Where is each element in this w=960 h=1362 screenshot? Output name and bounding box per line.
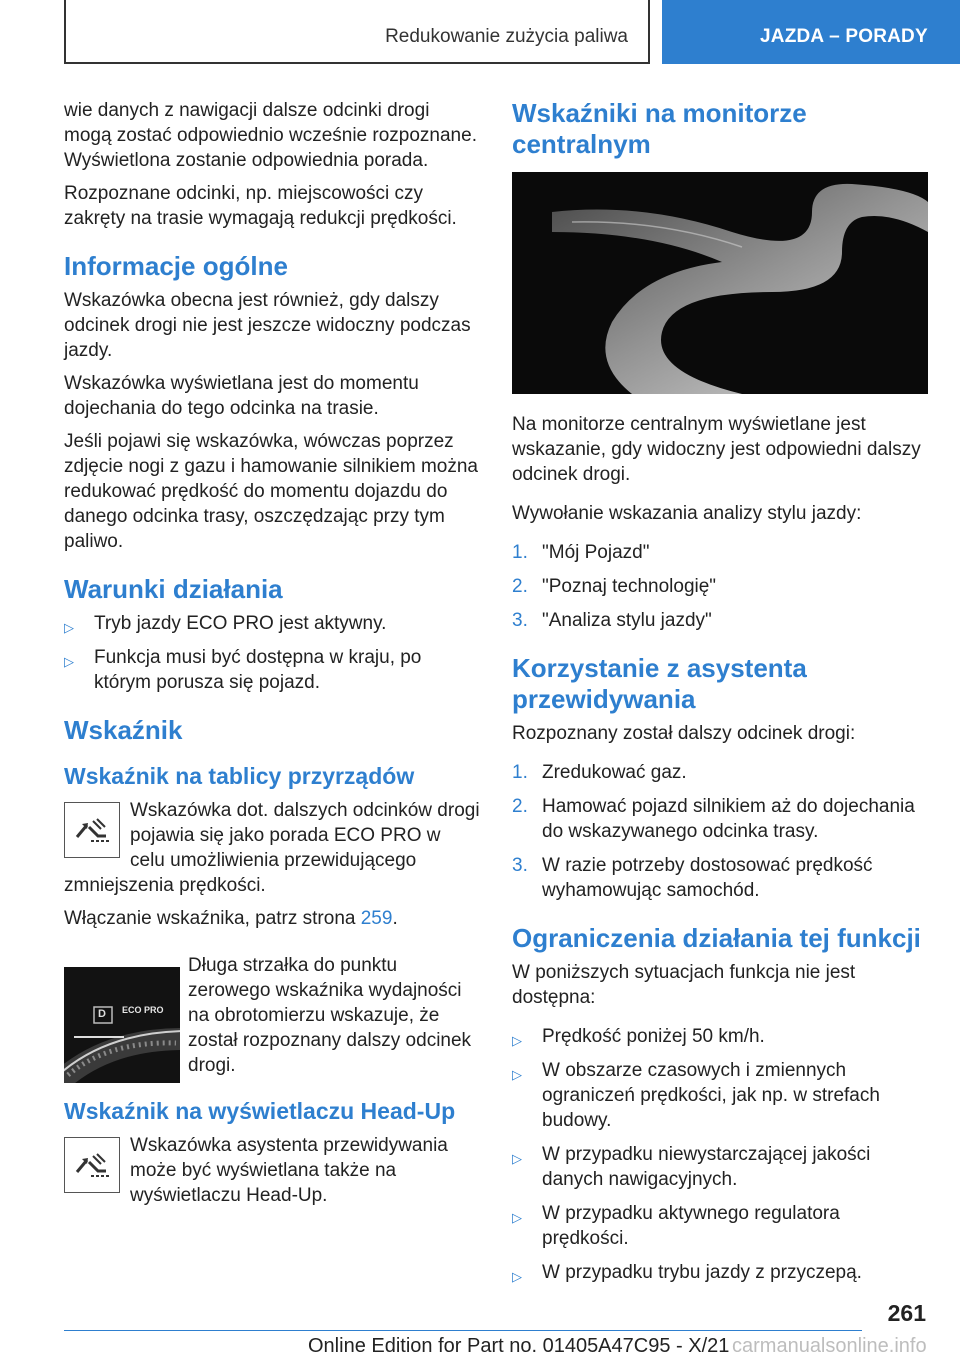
conditions-list <box>64 611 480 695</box>
eco-gear-label: D <box>98 1008 106 1020</box>
eco-pro-label: ECO PRO <box>122 1005 164 1015</box>
hud-hint-text: Wskazówka asystenta przewidywania może być wyświetlana także na wyświetlaczu Head-Up. <box>130 1135 448 1206</box>
triangle-bullet-icon: ▷ <box>512 1151 522 1166</box>
instrument-hint-block <box>64 798 480 898</box>
list-item: 3. W razie potrzeby dostosować prędkość wyhamowując samochód. <box>512 855 873 901</box>
road-curve-warning-icon <box>64 802 120 858</box>
list-item: ▷ W przypadku aktywnego regulatora prędkości. <box>512 1203 840 1249</box>
list-item: ▷ Funkcja musi być dostępna w kraju, po którym porusza się pojazd. <box>64 647 422 693</box>
triangle-bullet-icon: ▷ <box>512 1269 522 1284</box>
central-monitor-road-image <box>512 172 928 394</box>
use-steps-list <box>512 760 928 903</box>
heading-limitations: Ograniczenia działania tej funkcji <box>512 923 921 953</box>
eco-arrow-text: Długa strzałka do punktu zerowego wskaźnika wydajności na obrotomierzu wskazuje, że został rozpoznany dalszy odcinek drogi. <box>188 955 472 1076</box>
eco-pro-tachometer-image <box>64 967 180 1083</box>
page-number: 261 <box>887 1300 926 1326</box>
heading-general-info: Informacje ogólne <box>64 251 288 281</box>
monitor-paragraph-1: Na monitorze centralnym wyświetlane jest wskazanie, gdy widoczny jest odpowiedni dalszy odcinek drogi. <box>512 414 921 485</box>
left-column <box>64 98 480 1216</box>
heading-central-monitor: Wskaźniki na monitorze centralnym <box>512 98 807 159</box>
list-item: ▷ Prędkość poniżej 50 km/h. <box>512 1024 928 1049</box>
footer-divider <box>64 1330 862 1331</box>
triangle-bullet-icon: ▷ <box>512 1210 522 1225</box>
monitor-steps-list <box>512 540 928 633</box>
header-section-title: Redukowanie zużycia paliwa <box>385 26 628 47</box>
heading-head-up-display: Wskaźnik na wyświetlaczu Head-Up <box>64 1098 456 1124</box>
list-item: ▷ W przypadku trybu jazdy z przyczepą. <box>512 1260 928 1285</box>
monitor-paragraph-2: Wywołanie wskazania analizy stylu jazdy: <box>512 503 862 524</box>
eco-pro-block <box>64 953 480 1081</box>
list-item: 2. "Poznaj technologię" <box>512 576 717 597</box>
general-paragraph-3: Jeśli pojawi się wskazówka, wówczas poprzez zdjęcie nogi z gazu i hamowanie silnikiem można redukować prędkość do momentu dojazdu do danego odcinka trasy, oszczędzając przy tym paliwo. <box>64 431 478 552</box>
list-item: 3. "Analiza stylu jazdy" <box>512 610 712 631</box>
instrument-hint-text: Wskazówka dot. dalszych odcinków drogi pojawia się jako porada ECO PRO w celu umożliwienia przewidującego zmniejszenia prędkości. <box>64 800 480 896</box>
list-item: ▷ Tryb jazdy ECO PRO jest aktywny. <box>64 611 480 636</box>
list-item: ▷ W obszarze czasowych i zmiennych ograniczeń prędkości, jak np. w strefach budowy. <box>512 1060 880 1131</box>
limits-intro: W poniższych sytuacjach funkcja nie jest dostępna: <box>512 962 856 1008</box>
list-item: 2. Hamować pojazd silnikiem aż do dojechania do wskazywanego odcinka trasy. <box>512 796 915 842</box>
triangle-bullet-icon: ▷ <box>512 1033 522 1048</box>
heading-conditions: Warunki działania <box>64 574 283 604</box>
footer-watermark: carmanualsonline.info <box>732 1335 927 1357</box>
header-frame <box>64 0 650 64</box>
right-column <box>512 98 928 1294</box>
use-intro: Rozpoznany został dalszy odcinek drogi: <box>512 723 856 744</box>
activation-paragraph: Włączanie wskaźnika, patrz strona 259. <box>64 908 398 929</box>
footer-edition: Online Edition for Part no. 01405A47C95 - X/21 <box>308 1335 730 1357</box>
heading-indicator: Wskaźnik <box>64 715 183 745</box>
triangle-bullet-icon: ▷ <box>64 620 74 635</box>
list-item: 1. Zredukować gaz. <box>512 762 687 783</box>
intro-paragraph-2: Rozpoznane odcinki, np. miejscowości czy zakręty na trasie wymagają redukcji prędkości. <box>64 183 457 229</box>
triangle-bullet-icon: ▷ <box>512 1067 522 1082</box>
heading-using-assistant: Korzystanie z asystenta przewidywania <box>512 653 807 714</box>
list-item: 1. "Mój Pojazd" <box>512 542 650 563</box>
limits-list <box>512 1024 928 1285</box>
road-curve-warning-icon <box>64 1137 120 1193</box>
intro-paragraph-1: wie danych z nawigacji dalsze odcinki drogi mogą zostać odpowiednio wcześnie rozpoznane. Wyświetlona zostanie odpowiednia porada. <box>64 100 477 171</box>
heading-instrument-cluster: Wskaźnik na tablicy przyrządów <box>64 763 415 789</box>
hud-hint-block <box>64 1133 480 1208</box>
triangle-bullet-icon: ▷ <box>64 654 74 669</box>
list-item: ▷ W przypadku niewystarczającej jakości danych nawigacyjnych. <box>512 1144 871 1190</box>
header-chapter-tab: JAZDA – PORADY <box>662 0 960 64</box>
page-reference-link[interactable]: 259 <box>360 908 393 929</box>
general-paragraph-2: Wskazówka wyświetlana jest do momentu dojechania do tego odcinka na trasie. <box>64 373 419 419</box>
general-paragraph-1: Wskazówka obecna jest również, gdy dalszy odcinek drogi nie jest jeszcze widoczny podczas jazdy. <box>64 290 471 361</box>
